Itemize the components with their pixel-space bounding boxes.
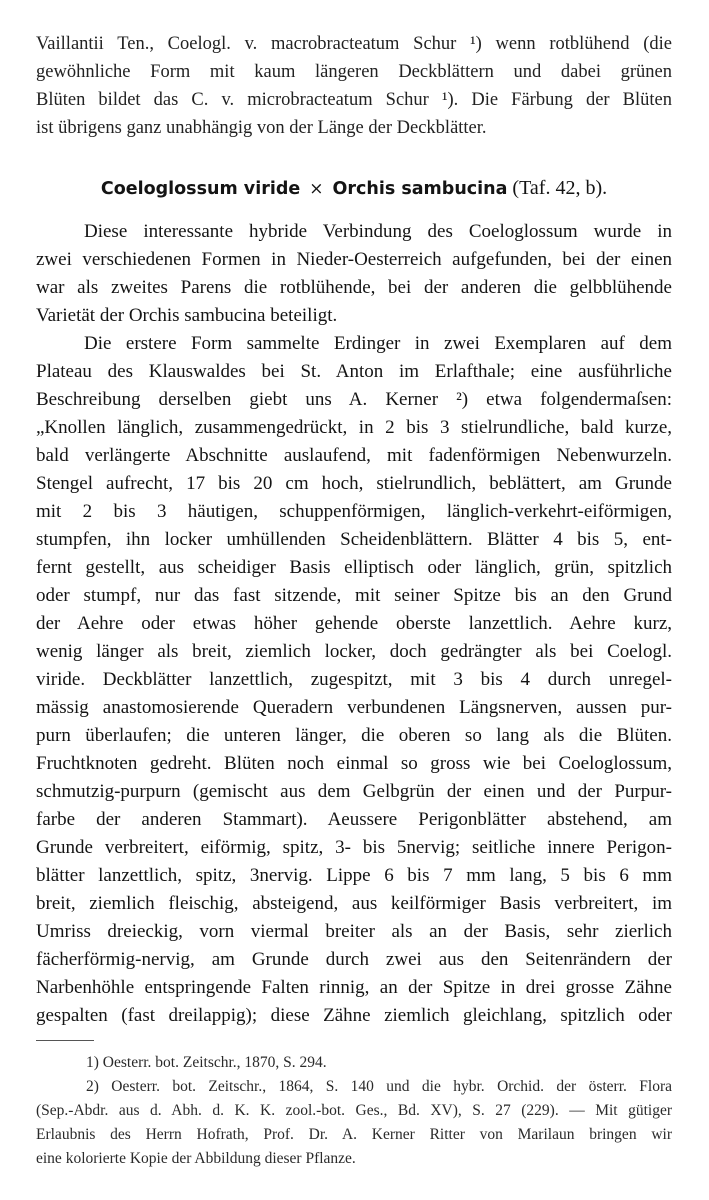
body-text-line: fächerförmig-nervig, am Grunde durch zwei aus den Seitenrändern der: [36, 949, 672, 970]
body-text-line: war als zweites Parens die rotblühende, bei der anderen die gelbblühende: [36, 277, 672, 298]
body-text-line: breit, ziemlich fleischig, absteigend, aus keilförmiger Basis verbreitert, im: [36, 893, 672, 914]
body-text-line: blätter lanzettlich, spitz, 3nervig. Lippe 6 bis 7 mm lang, 5 bis 6 mm: [36, 865, 672, 886]
footnote-1: 1) Oesterr. bot. Zeitschr., 1870, S. 294.: [86, 1054, 327, 1071]
hybrid-cross-symbol: ×: [309, 179, 324, 199]
heading-species-1: Coeloglossum viride: [100, 179, 301, 199]
body-text-line: gespalten (fast dreilappig); diese Zähne ziemlich gleichlang, spitzlich oder: [36, 1005, 672, 1026]
body-text-line: wenig länger als breit, ziemlich locker, doch gedrängter als bei Coelogl.: [36, 641, 672, 662]
body-text-line: Fruchtknoten gedreht. Blüten noch einmal so gross wie bei Coeloglossum,: [36, 753, 672, 774]
heading-species-2: Orchis sambucina: [332, 179, 508, 199]
top-text-line: Blüten bildet das C. v. microbracteatum Schur ¹). Die Färbung der Blüten: [36, 90, 672, 110]
body-text-line: bald verlängerte Abschnitte auslaufend, mit fadenförmigen Nebenwurzeln.: [36, 445, 672, 466]
body-text-line: Varietät der Orchis sambucina beteiligt.: [36, 305, 338, 326]
body-text-line: Die erstere Form sammelte Erdinger in zwei Exemplaren auf dem: [84, 333, 672, 354]
body-text-line: oder stumpf, nur das fast sitzende, mit seiner Spitze bis an den Grund: [36, 585, 672, 606]
body-text-line: Stengel aufrecht, 17 bis 20 cm hoch, stielrundlich, beblättert, am Grunde: [36, 473, 672, 494]
body-text-line: viride. Deckblätter lanzettlich, zugespitzt, mit 3 bis 4 durch unregel-: [36, 669, 672, 690]
footnote-2-line: 2) Oesterr. bot. Zeitschr., 1864, S. 140 und die hybr. Orchid. der österr. Flora: [86, 1078, 672, 1095]
heading-plate-reference: (Taf. 42, b).: [512, 177, 608, 199]
body-text-line: Umriss dreieckig, vorn viermal breiter als an der Basis, sehr zierlich: [36, 921, 672, 942]
body-text-line: zwei verschiedenen Formen in Nieder-Oesterreich aufgefunden, bei der einen: [36, 249, 672, 270]
body-text-line: Plateau des Klauswaldes bei St. Anton im Erlafthale; eine ausführliche: [36, 361, 672, 382]
body-text-line: purn überlaufen; die unteren länger, die oberen so lang als die Blüten.: [36, 725, 672, 746]
body-text-line: mit 2 bis 3 häutigen, schuppenförmigen, länglich-verkehrt-eiförmigen,: [36, 501, 672, 522]
body-text-line: „Knollen länglich, zusammengedrückt, in 2 bis 3 stielrundliche, bald kurze,: [36, 417, 672, 438]
footnote-2-line: eine kolorierte Kopie der Abbildung dieser Pflanze.: [36, 1150, 356, 1167]
footnote-2-line: (Sep.-Abdr. aus d. Abh. d. K. K. zool.-bot. Ges., Bd. XV), S. 27 (229). — Mit gütiger: [36, 1102, 672, 1119]
body-text-line: Grunde verbreitert, eiförmig, spitz, 3- bis 5nervig; seitliche innere Perigon-: [36, 837, 672, 858]
footnote-divider: [36, 1040, 94, 1041]
body-text-line: mässig anastomosierende Queradern verbundenen Längsnerven, aussen pur-: [36, 697, 672, 718]
top-text-line: Vaillantii Ten., Coelogl. v. macrobracteatum Schur ¹) wenn rotblühend (die: [36, 34, 672, 54]
body-text-line: stumpfen, ihn locker umhüllenden Scheidenblättern. Blätter 4 bis 5, ent-: [36, 529, 672, 550]
body-text-line: der Aehre oder etwas höher gehende oberste lanzettlich. Aehre kurz,: [36, 613, 672, 634]
body-text-line: Diese interessante hybride Verbindung des Coeloglossum wurde in: [84, 221, 672, 242]
body-text-line: schmutzig-purpurn (gemischt aus dem Gelbgrün der einen und der Purpur-: [36, 781, 672, 802]
body-text-line: Narbenhöhle entspringende Falten rinnig, an der Spitze in drei grosse Zähne: [36, 977, 672, 998]
body-text-line: fernt gestellt, aus scheidiger Basis elliptisch oder länglich, grün, spitzlich: [36, 557, 672, 578]
top-text-line: ist übrigens ganz unabhängig von der Länge der Deckblätter.: [36, 118, 487, 138]
section-heading: [36, 174, 672, 202]
body-text-line: farbe der anderen Stammart). Aeussere Perigonblätter abstehend, am: [36, 809, 672, 830]
body-text-line: Beschreibung derselben giebt uns A. Kerner ²) etwa folgendermaſsen:: [36, 389, 672, 410]
footnote-2-line: Erlaubnis des Herrn Hofrath, Prof. Dr. A. Kerner Ritter von Marilaun bringen wir: [36, 1126, 672, 1143]
top-text-line: gewöhnliche Form mit kaum längeren Deckblättern und dabei grünen: [36, 62, 672, 82]
